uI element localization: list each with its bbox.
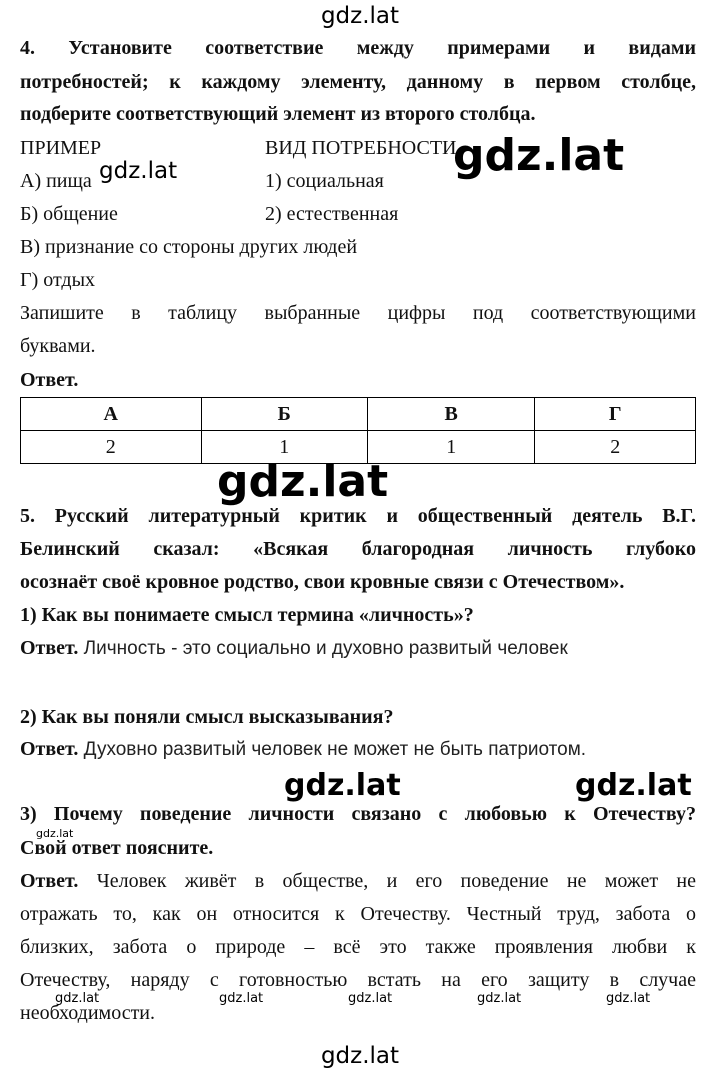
- task5-answer-3-line-1: [20, 869, 696, 893]
- task5-answer-3-line-2: отражать то, как он относится к Отечеству. Честный труд, забота о: [20, 903, 696, 925]
- task5-answer-1: [20, 636, 696, 661]
- example-g: Г) отдых: [20, 269, 96, 291]
- task5-intro-line-1: 5. Русский литературный критик и общественный деятель В.Г.: [20, 505, 696, 527]
- answer-2-text: Духовно развитый человек не может не быть патриотом.: [78, 739, 587, 760]
- answer-table-header-a: А: [21, 398, 202, 431]
- watermark-top: gdz.lat: [320, 3, 400, 29]
- task5-question-2: 2) Как вы поняли смысл высказывания?: [20, 706, 394, 728]
- task4-instruction-line-2: буквами.: [20, 335, 96, 357]
- task4-answer-label: Ответ.: [20, 369, 79, 391]
- example-a: А) пища: [20, 170, 92, 192]
- answer-1-label: Ответ.: [20, 637, 79, 659]
- example-b: Б) общение: [20, 203, 118, 225]
- task4-row-2: [20, 202, 696, 226]
- task5-answer-2: [20, 737, 696, 762]
- task5-intro-line-3: осознаёт своё кровное родство, свои кровные связи с Отечеством».: [20, 571, 625, 593]
- answer-table-value-v: 1: [367, 431, 535, 464]
- answer-table-value-a: 2: [21, 431, 202, 464]
- watermark-small-2: gdz.lat: [219, 991, 264, 1006]
- watermark-small-5: gdz.lat: [606, 991, 651, 1006]
- watermark-bold-right: gdz.lat: [575, 768, 692, 803]
- col1-header: ПРИМЕР: [20, 137, 102, 159]
- answer-table-value-b: 1: [201, 431, 367, 464]
- kind-2: 2) естественная: [265, 203, 399, 225]
- task4-question-line-1: 4. Установите соответствие между примерами и видами: [20, 37, 696, 59]
- watermark-tiny: gdz.lat: [36, 827, 74, 840]
- answer-1-text: Личность - это социально и духовно развитый человек: [78, 638, 568, 659]
- watermark-small-4: gdz.lat: [477, 991, 522, 1006]
- task5-answer-3-line-3: близких, забота о природе – всё это также проявления любви к: [20, 936, 696, 958]
- task5-question-1: 1) Как вы понимаете смысл термина «личность»?: [20, 604, 474, 626]
- example-v: В) признание со стороны других людей: [20, 236, 358, 258]
- col2-header: ВИД ПОТРЕБНОСТИ: [265, 137, 457, 159]
- task5-intro-line-2: Белинский сказал: «Всякая благородная личность глубоко: [20, 538, 696, 560]
- watermark-bold-left: gdz.lat: [284, 768, 401, 803]
- task5-answer-3-line-5: необходимости.: [20, 1002, 156, 1024]
- task5-answer-3-line-4: Отечеству, наряду с готовностью встать на его защиту в случае: [20, 969, 696, 991]
- watermark-large-1: gdz.lat: [453, 130, 625, 181]
- watermark-bottom: gdz.lat: [320, 1043, 400, 1069]
- answer-table-header-v: В: [367, 398, 535, 431]
- watermark-small-3: gdz.lat: [348, 991, 393, 1006]
- task5-question-3-line-1: 3) Почему поведение личности связано с любовью к Отечеству?: [20, 803, 696, 825]
- watermark-small-1: gdz.lat: [55, 991, 100, 1006]
- answer-3-first: Человек живёт в обществе, и его поведение не может не: [78, 870, 696, 892]
- answer-table-header-g: Г: [535, 398, 696, 431]
- answer-table: [20, 397, 696, 464]
- task5-question-3-line-2: Свой ответ поясните.: [20, 837, 214, 859]
- task4-question-line-2: потребностей; к каждому элементу, данному в первом столбце,: [20, 71, 696, 93]
- watermark-medium: gdz.lat: [99, 158, 178, 184]
- answer-3-label: Ответ.: [20, 870, 79, 892]
- watermark-large-2: gdz.lat: [217, 456, 389, 507]
- answer-table-value-g: 2: [535, 431, 696, 464]
- task4-question-line-3: подберите соответствующий элемент из второго столбца.: [20, 103, 536, 125]
- answer-2-label: Ответ.: [20, 738, 79, 760]
- answer-table-header-b: Б: [201, 398, 367, 431]
- task4-instruction-line-1: Запишите в таблицу выбранные цифры под соответствующими: [20, 302, 696, 324]
- kind-1: 1) социальная: [265, 170, 384, 192]
- answer-table-header-row: [21, 398, 696, 431]
